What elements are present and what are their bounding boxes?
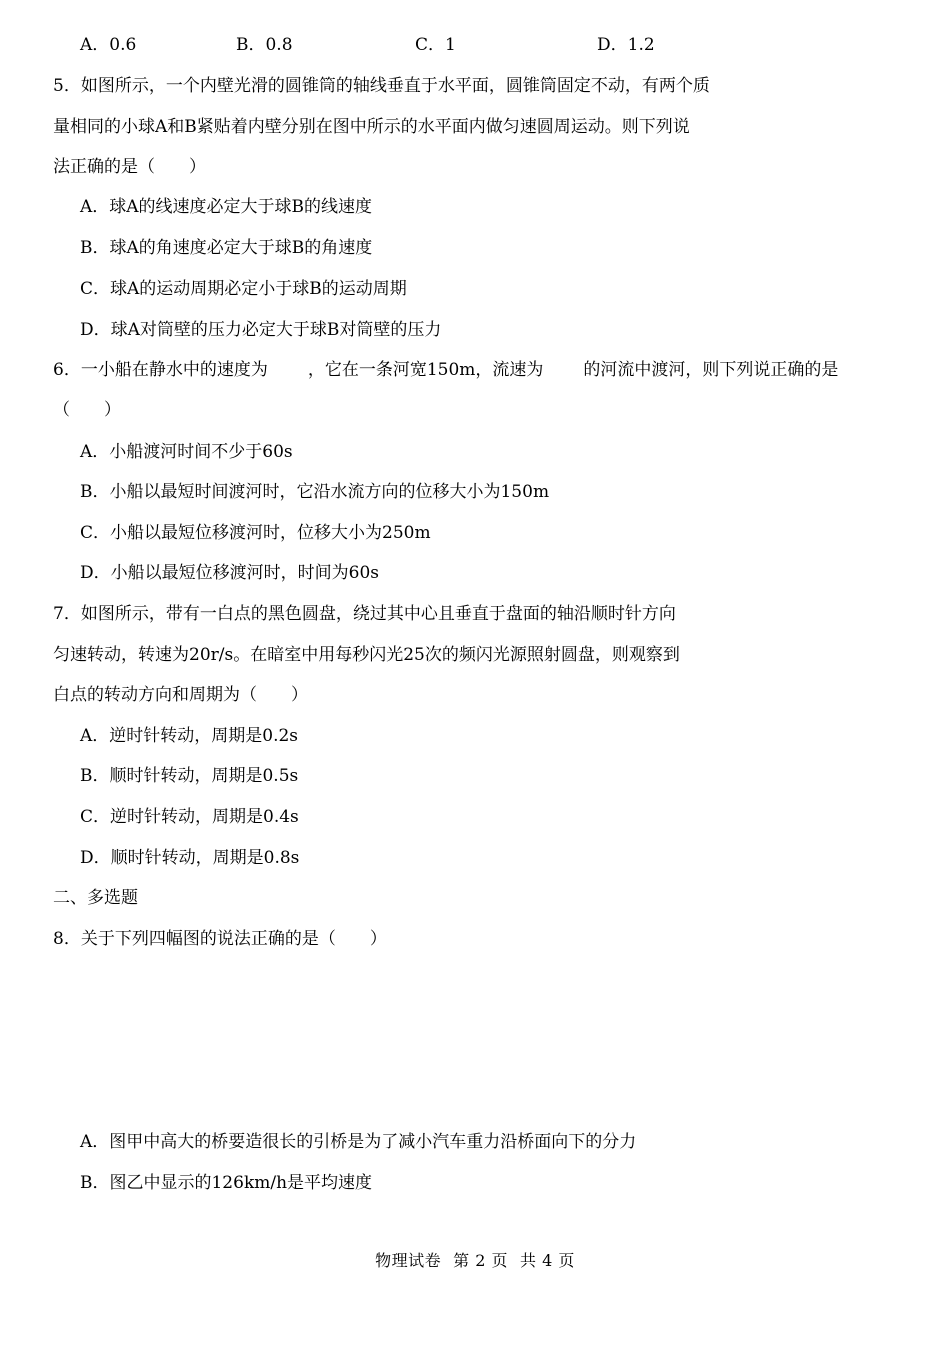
q6-stem-part-1: 6．一小船在静水中的速度为 (53, 360, 268, 380)
footer-total-pages: 共 4 页 (520, 1251, 575, 1270)
q7-stem-line-2: 匀速转动，转速为20r/s。在暗室中用每秒闪光25次的频闪光源照射圆盘，则观察到 (53, 645, 680, 665)
q5-option-d: D．球A对筒壁的压力必定大于球B对筒壁的压力 (80, 320, 442, 340)
q6-stem-part-3: 的河流中渡河，则下列说正确的是 (583, 360, 839, 380)
q5-option-b: B．球A的角速度必定大于球B的角速度 (80, 238, 373, 258)
q6-option-d: D．小船以最短位移渡河时，时间为60s (80, 563, 379, 583)
section-2-title: 二、多选题 (53, 888, 138, 908)
q7-option-c: C．逆时针转动，周期是0.4s (80, 807, 299, 827)
q7-option-b: B．顺时针转动，周期是0.5s (80, 766, 299, 786)
q5-stem-line-3: 法正确的是（ ） (53, 157, 206, 177)
q6-stem-part-2: ，它在一条河宽150m，流速为 (307, 360, 544, 380)
q5-stem-line-1: 5．如图所示，一个内壁光滑的圆锥筒的轴线垂直于水平面，圆锥筒固定不动，有两个质 (53, 76, 710, 96)
q5-option-c: C．球A的运动周期必定小于球B的运动周期 (80, 279, 407, 299)
q8-figure-area (53, 960, 893, 1120)
q4-option-c: C．1 (415, 35, 456, 55)
q6-option-b: B．小船以最短时间渡河时，它沿水流方向的位移大小为150m (80, 482, 550, 502)
footer-page-number: 第 2 页 (453, 1251, 508, 1270)
q6-option-a: A．小船渡河时间不少于60s (80, 442, 293, 462)
q8-option-b: B．图乙中显示的126km/h是平均速度 (80, 1173, 373, 1193)
q8-option-a: A．图甲中高大的桥要造很长的引桥是为了减小汽车重力沿桥面向下的分力 (80, 1132, 637, 1152)
footer-subject: 物理试卷 (375, 1251, 442, 1270)
q4-options (0, 34, 950, 56)
q4-option-b: B．0.8 (236, 35, 293, 55)
q7-option-a: A．逆时针转动，周期是0.2s (80, 726, 299, 746)
q4-option-a: A．0.6 (80, 35, 137, 55)
q6-stem-line-1 (53, 359, 838, 381)
q6-option-c: C．小船以最短位移渡河时，位移大小为250m (80, 523, 431, 543)
q5-option-a: A．球A的线速度必定大于球B的线速度 (80, 197, 373, 217)
q6-stem-line-2: （ ） (53, 400, 121, 420)
q7-stem-line-3: 白点的转动方向和周期为（ ） (53, 685, 308, 705)
q8-stem: 8．关于下列四幅图的说法正确的是（ ） (53, 929, 387, 949)
page-footer (0, 1248, 950, 1271)
q7-stem-line-1: 7．如图所示，带有一白点的黑色圆盘，绕过其中心且垂直于盘面的轴沿顺时针方向 (53, 604, 676, 624)
q4-option-d: D．1.2 (597, 35, 655, 55)
q7-option-d: D．顺时针转动，周期是0.8s (80, 848, 300, 868)
q5-stem-line-2: 量相同的小球A和B紧贴着内壁分别在图中所示的水平面内做匀速圆周运动。则下列说 (53, 117, 690, 137)
